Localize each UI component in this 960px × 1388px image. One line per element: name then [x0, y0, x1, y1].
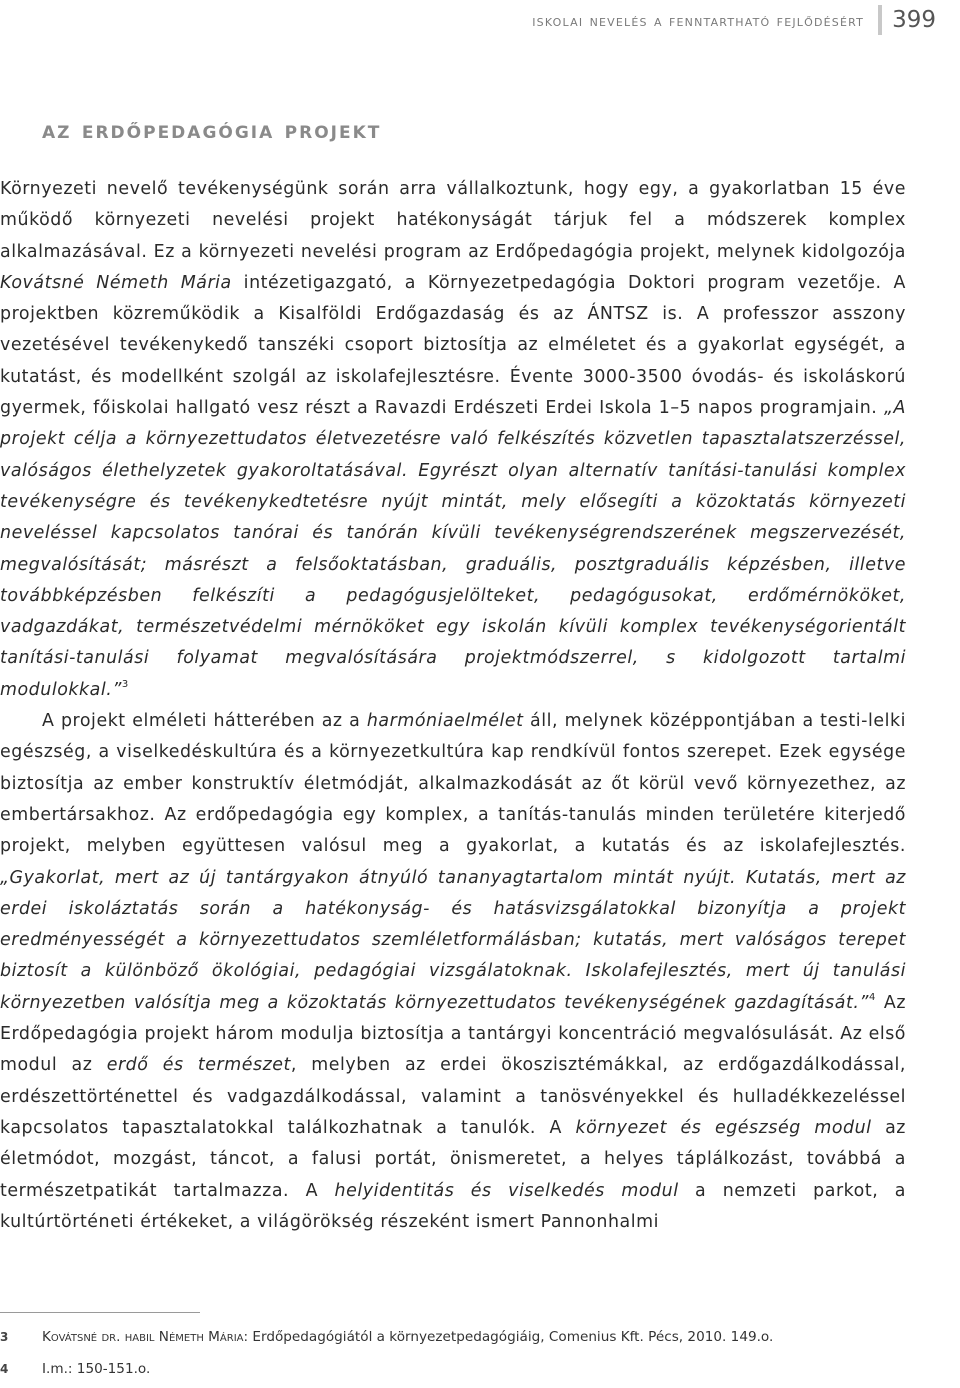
running-header — [532, 2, 936, 38]
section-heading: az erdőpedagógia projekt — [42, 116, 382, 144]
paragraph-2-text-e: az életmódot, mozgást, táncot, a falusi portát, önismeretet, a helyes táplálkozást, továbbá a természetpatikát tartalmazza. A — [0, 1117, 906, 1201]
author-name-italic: Kovátsné Németh Mária — [0, 272, 232, 293]
module-2-name: környezet és egészség modul — [575, 1117, 872, 1138]
footnote-divider — [0, 1312, 200, 1313]
footnote-text: Erdőpedagógiától a környezetpedagógiáig, Comenius Kft. Pécs, 2010. 149.o. — [248, 1328, 774, 1345]
header-divider — [878, 5, 882, 35]
footnote-number: 4 — [0, 1361, 9, 1376]
footnotes — [0, 1324, 940, 1388]
paragraph-2 — [0, 706, 906, 1238]
paragraph-2-text-a: A projekt elméleti hátterében az a — [42, 711, 367, 732]
harmony-theory-term: harmóniaelmélet — [366, 711, 524, 732]
footnote-4 — [0, 1356, 940, 1381]
footnote-3 — [0, 1324, 940, 1349]
paragraph-1-text-b: intézetigazgató, a Környezetpedagógia Doktori program vezetője. A projektben közreműködik a Kisalföldi Erdőgazdaság és az ÁNTSZ is. A professzor asszony vezetésével tevékenykedő tanszéki csoport biztosítja az elméletet és a gyakorlat egységét, a kutatást, és modellként szolgál az iskolafejlesztésre. Évente 3000-3500 óvodás- és iskoláskorú gyermek, főiskolai hallgató vesz részt a Ravazdi Erdészeti Erdei Iskola 1–5 napos programjain. — [0, 272, 906, 419]
module-3-name: helyidentitás és viselkedés modul — [334, 1180, 679, 1201]
practice-research-quote: „Gyakorlat, mert az új tantárgyakon átnyúló tananyagtartalom mintát nyújt. Kutatás, mert az erdei iskoláztatás során a hatékonyság- és hatásvizsgálatokkal bizonyítja a projekt eredményességét a környezettudatos szemléletformálásban; kutatás, mert valóságos terepet biztosít a különböző ökológiai, pedagógiai vizsgálatoknak. Iskolafejlesztés, mert új tanulási környezetben valósítja meg a közoktatás környezettudatos tevékenységének gazdagítását.” — [0, 867, 906, 1013]
article-body — [0, 174, 906, 1238]
page-number: 399 — [892, 7, 936, 33]
footnote-text: I.m.: 150-151.o. — [42, 1360, 151, 1377]
footnote-author: Kovátsné dr. habil Németh Mária: — [42, 1328, 249, 1345]
footnote-body — [42, 1329, 773, 1345]
paragraph-2-text-b: áll, melynek középpontjában a testi-lelki egészség, a viselkedéskultúra és a környezetkultúra kap rendkívül fontos szerepet. Ezek egysége biztosítja az ember konstruktív életmódját, alkalmazkodását az őt körül vevő környezethez, az embertársakhoz. Az erdőpedagógia egy komplex, a tanítás-tanulás minden területére kiterjedő projekt, melyben együttesen valósul meg a gyakorlat, a kutatás és az iskolafejlesztés. — [0, 711, 906, 857]
module-1-name: erdő és természet — [106, 1055, 291, 1076]
paragraph-2-text-f: a nemzeti parkot, a kultúrtörténeti értékeket, a világörökség részeként ismert Pannonhalmi — [0, 1180, 906, 1232]
footnote-body — [42, 1361, 150, 1377]
footnote-ref-4[interactable]: 4 — [868, 991, 876, 1003]
running-title: iskolai nevelés a fenntartható fejlődésért — [532, 10, 865, 30]
footnote-ref-3[interactable]: 3 — [121, 678, 129, 690]
paragraph-2-text-c: Az Erdőpedagógia projekt három modulja biztosítja a tantárgyi koncentráció megvalósulását. Az első modul az — [0, 992, 906, 1076]
paragraph-2-text-d: , melyben az erdei ökoszisztémákkal, az erdőgazdálkodással, erdészettörténettel és vadgazdálkodással, valamint a tanösvényekkel és hulladékkezeléssel kapcsolatos tapasztalatokkal találkozhatnak a tanulók. A — [0, 1055, 906, 1138]
paragraph-1-text-a: Környezeti nevelő tevékenységünk során arra vállalkoztunk, hogy egy, a gyakorlatban 15 éve működő környezeti nevelési projekt hatékonyságát tárjuk fel a módszerek komplex alkalmazásával. Ez a környezeti nevelési program az Erdőpedagógia projekt, melynek kidolgozója — [0, 179, 906, 262]
paragraph-1 — [0, 174, 906, 706]
footnote-number: 3 — [0, 1329, 9, 1344]
project-goal-quote: „A projekt célja a környezettudatos életvezetésre való felkészítés közvetlen tapasztalatszerzéssel, valóságos élethelyzetek gyakoroltatásával. Egyrészt olyan alternatív tanítási-tanulási komplex tevékenységre és tevékenykedtetésre nyújt mintát, mely elősegíti a közoktatás környezeti neveléssel kapcsolatos tanórai és tanórán kívüli tevékenységrendszerének megszervezését, megvalósítását; másrészt a felsőoktatásban, graduális, posztgraduális képzésben, illetve továbbképzésben felkészíti a pedagógusjelölteket, pedagógusokat, erdőmérnököket, vadgazdákat, természetvédelmi mérnököket egy iskolán kívüli komplex tevékenységorientált tanítási-tanulási folyamat megvalósítására projektmódszerrel, s kidolgozott tartalmi modulokkal.” — [0, 398, 906, 700]
